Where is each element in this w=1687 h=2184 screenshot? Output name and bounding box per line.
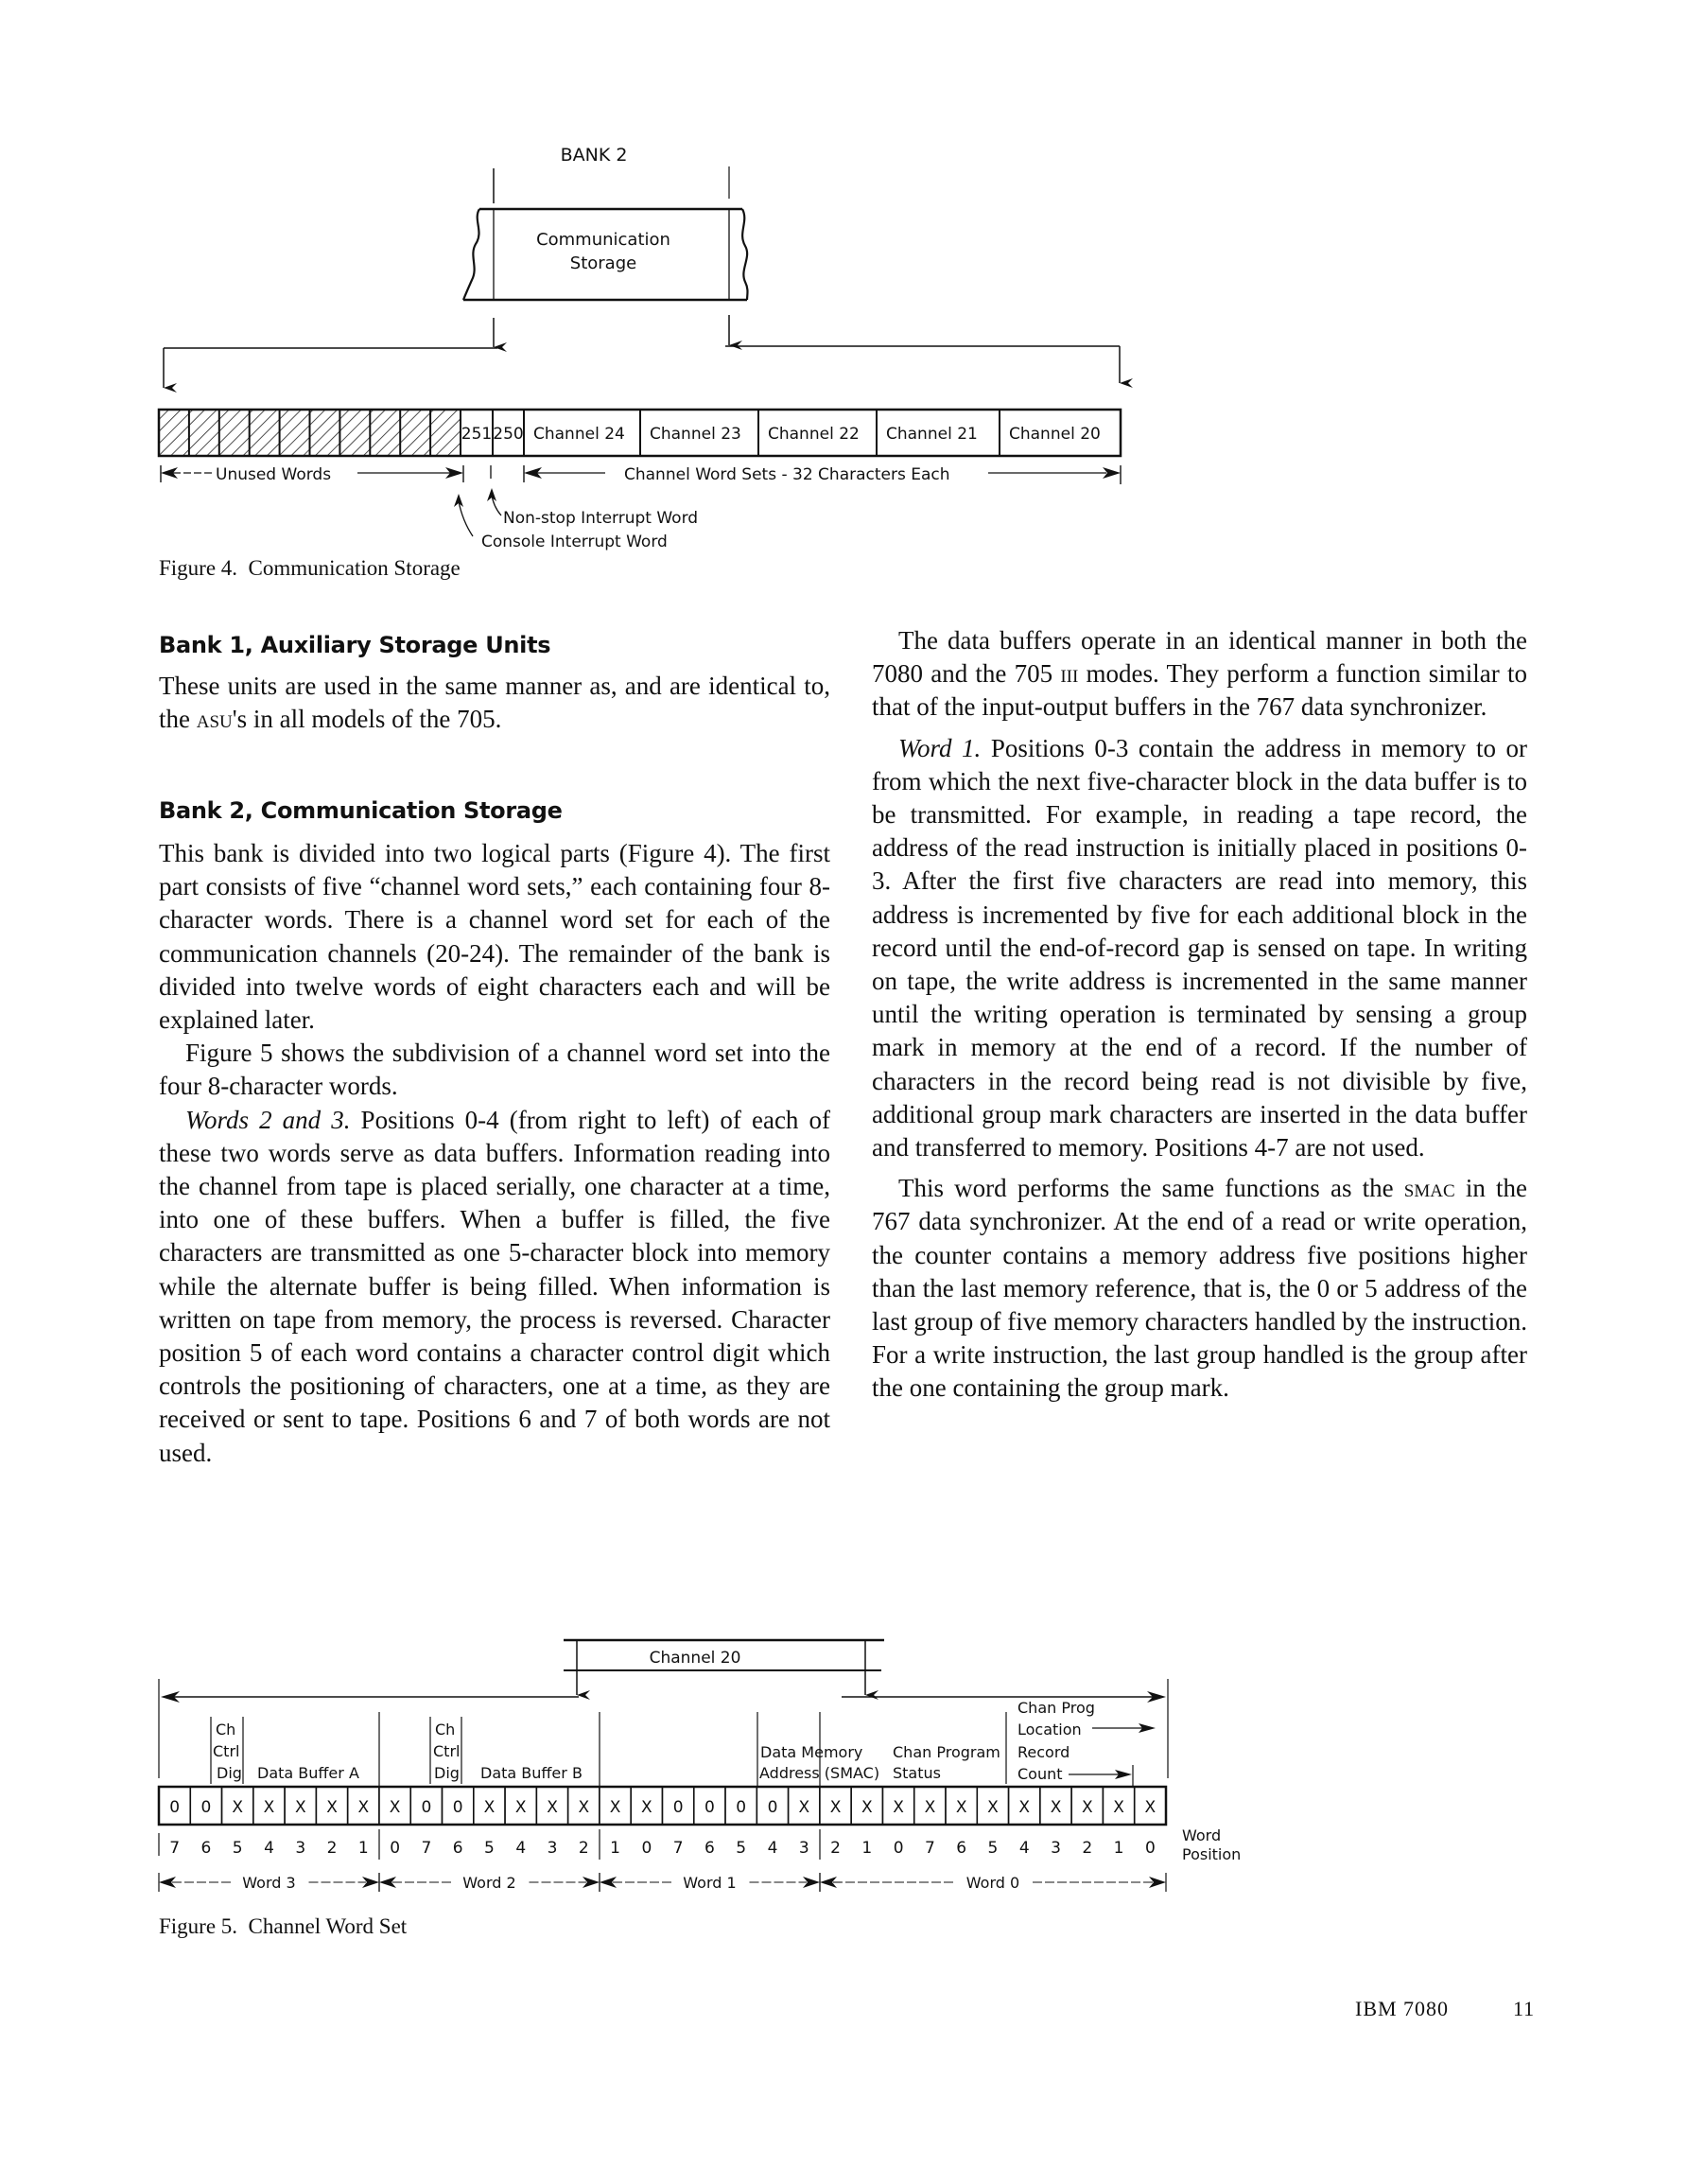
- word-cell: [757, 1787, 788, 1825]
- chan-prog-location-line2: Location: [1017, 1721, 1082, 1738]
- storage-cell-label: Channel 23: [650, 425, 741, 444]
- storage-cell: [493, 410, 524, 456]
- position-number: 6: [956, 1839, 967, 1858]
- asu-term: asu: [196, 705, 233, 734]
- position-number: 4: [264, 1839, 274, 1858]
- word-cell: [1040, 1787, 1071, 1825]
- position-number: 0: [641, 1839, 652, 1858]
- data-memory-address-line2: Address (SMAC): [759, 1764, 880, 1782]
- ch-ctrl-dig-b-line2: Ctrl: [433, 1742, 461, 1760]
- figure-4-diagram: [0, 0, 1687, 568]
- words-2-3-paragraph: [159, 1104, 830, 1470]
- storage-cell-label: Channel 20: [1009, 425, 1101, 444]
- console-interrupt-label: Console Interrupt Word: [481, 533, 668, 551]
- bank-2-label: BANK 2: [560, 145, 628, 166]
- position-number: 5: [232, 1839, 243, 1858]
- storage-cell: [640, 410, 758, 456]
- svg-text:0: 0: [767, 1798, 778, 1817]
- smac-term: smac: [1403, 1174, 1455, 1203]
- svg-text:X: X: [578, 1798, 590, 1817]
- storage-cell-label: 250: [493, 425, 524, 444]
- svg-text:X: X: [547, 1798, 558, 1817]
- position-number: 1: [610, 1839, 620, 1858]
- smac-paragraph-pre: This word performs the same functions as the: [898, 1174, 1404, 1203]
- bank-1-body: [159, 670, 830, 736]
- storage-cell: [461, 410, 493, 456]
- word-cell: [882, 1787, 913, 1825]
- position-number: 2: [578, 1839, 589, 1858]
- word-span-label: Word 1: [683, 1874, 737, 1892]
- svg-text:X: X: [1081, 1798, 1093, 1817]
- ch-ctrl-dig-a-line3: Dig: [217, 1764, 242, 1782]
- ch-ctrl-dig-a-line1: Ch: [216, 1721, 236, 1738]
- word-cell: [253, 1787, 285, 1825]
- storage-cell: [877, 410, 1000, 456]
- svg-text:X: X: [987, 1798, 999, 1817]
- nonstop-interrupt-label: Non-stop Interrupt Word: [503, 509, 699, 528]
- position-number: 5: [987, 1839, 999, 1858]
- smac-paragraph-post: in the 767 data synchronizer. At the end of a read or write operation, the counter contains a memory address five positions higher than the last memory reference, that is, the 0 or 5 address of the last group of five memory characters handled by the instruction. For a write instruction, the last group handled is the group after the one containing the group mark.: [872, 1174, 1527, 1403]
- position-number: 0: [893, 1839, 904, 1858]
- word-position-label-line2: Position: [1182, 1845, 1242, 1863]
- word-cell: [159, 1787, 190, 1825]
- word-cell: [914, 1787, 946, 1825]
- word-cell: [285, 1787, 316, 1825]
- word-span-label: Word 2: [462, 1874, 516, 1892]
- position-number: 5: [484, 1839, 495, 1858]
- svg-text:X: X: [263, 1798, 275, 1817]
- heading-bank-2: Bank 2, Communication Storage: [159, 797, 563, 824]
- bank-2-paragraph-2: Figure 5 shows the subdivision of a channel word set into the four 8-character words.: [159, 1039, 830, 1101]
- svg-text:X: X: [326, 1798, 338, 1817]
- word-cell: [1071, 1787, 1103, 1825]
- figure-5-caption: Figure 5. Channel Word Set: [159, 1914, 408, 1938]
- word-cell: [1135, 1787, 1166, 1825]
- right-column: [872, 624, 1527, 1406]
- word-cell: [379, 1787, 410, 1825]
- word-cell: [600, 1787, 631, 1825]
- channel-word-sets-label: Channel Word Sets - 32 Characters Each: [624, 465, 950, 484]
- ch-ctrl-dig-b-line3: Dig: [434, 1764, 460, 1782]
- position-number: 1: [1113, 1839, 1124, 1858]
- svg-text:0: 0: [672, 1798, 684, 1817]
- chan-program-status-line2: Status: [893, 1764, 941, 1782]
- position-number: 7: [672, 1839, 684, 1858]
- word-cell: [348, 1787, 379, 1825]
- storage-cell-label: Channel 22: [768, 425, 860, 444]
- word-cell: [536, 1787, 567, 1825]
- word-1-paragraph: [872, 732, 1527, 1165]
- word-cell: [694, 1787, 725, 1825]
- position-number: 3: [798, 1839, 809, 1858]
- position-number: 2: [1082, 1839, 1093, 1858]
- position-number: 4: [515, 1839, 527, 1858]
- position-number: 6: [200, 1839, 212, 1858]
- roman-three-term: iii: [1060, 659, 1079, 689]
- position-number: 2: [830, 1839, 841, 1858]
- word-cell: [851, 1787, 882, 1825]
- word-cell: [568, 1787, 600, 1825]
- svg-text:X: X: [483, 1798, 496, 1817]
- position-number: 4: [1018, 1839, 1030, 1858]
- bank-2-paragraph-1: This bank is divided into two logical parts (Figure 4). The first part consists of five “channel word sets,” each containing four 8-character words. There is a channel word set for each of the communication channels (20-24). The remainder of the bank is divided into twelve words of eight characters each and will be explained later.: [159, 839, 830, 1035]
- ch-ctrl-dig-b-line1: Ch: [435, 1721, 456, 1738]
- word-cell: [946, 1787, 977, 1825]
- word-position-label-line1: Word: [1182, 1826, 1222, 1844]
- svg-text:X: X: [893, 1798, 904, 1817]
- svg-text:0: 0: [421, 1798, 432, 1817]
- word-cell: [474, 1787, 505, 1825]
- figure-4-caption: Figure 4. Communication Storage: [159, 556, 461, 580]
- word-cell: [631, 1787, 662, 1825]
- words-2-3-text: Positions 0-4 (from right to left) of each of these two words serve as data buffers. Information reading into the channel from tape is placed serially, one character at a time, into one of these buffers. When a buffer is filled, the five characters are transmitted as one 5-character block into memory while the alternate buffer is being filled. When information is written on tape from memory, the process is reversed. Character position 5 of each word contains a character control digit which controls the positioning of characters, one at a time, as they are received or sent to tape. Positions 6 and 7 of both words are not used.: [159, 1105, 830, 1467]
- page-number: 11: [1513, 1997, 1536, 2020]
- svg-text:X: X: [1018, 1798, 1031, 1817]
- word-span-label: Word 3: [242, 1874, 296, 1892]
- position-number: 7: [924, 1839, 935, 1858]
- channel-20-label: Channel 20: [649, 1649, 741, 1668]
- position-number: 7: [169, 1839, 181, 1858]
- smac-paragraph: [872, 1172, 1527, 1405]
- position-number: 0: [1144, 1839, 1156, 1858]
- storage-row: [159, 410, 1121, 456]
- storage-cell-label: 251: [461, 425, 493, 444]
- svg-text:X: X: [1050, 1798, 1062, 1817]
- position-number: 2: [326, 1839, 338, 1858]
- position-number: 3: [1051, 1839, 1061, 1858]
- record-count-line1: Record: [1017, 1743, 1070, 1761]
- storage-cell-label: Channel 24: [533, 425, 625, 444]
- word-1-text: Positions 0-3 contain the address in memory to or from which the next five-character block in the data buffer is to be transmitted. For example, in reading a tape record, the address of the read instruction is initially placed in positions 0-3. After the first five characters are read into memory, this address is incremented by five for each additional block in the record until the end-of-record gap is sensed on tape. In writing on tape, the write address is incremented in the same manner until the writing operation is terminated by sensing a group mark in memory at the end of a record. If the number of characters in the record being read is not divisible by five, additional group mark characters are inserted in the data buffer and transferred to memory. Positions 4-7 are not used.: [872, 733, 1527, 1162]
- svg-text:0: 0: [169, 1798, 181, 1817]
- svg-text:X: X: [294, 1798, 306, 1817]
- svg-text:0: 0: [736, 1798, 747, 1817]
- svg-text:X: X: [357, 1798, 370, 1817]
- svg-text:X: X: [389, 1798, 401, 1817]
- word-cell: [316, 1787, 347, 1825]
- bank-1-paragraph: These units are used in the same manner as, and are identical to, the asu's in all models of the 705.: [159, 672, 830, 734]
- word-cell: [977, 1787, 1008, 1825]
- word-cell: [725, 1787, 757, 1825]
- svg-text:0: 0: [200, 1798, 212, 1817]
- svg-text:X: X: [232, 1798, 244, 1817]
- word-1-lead: Word 1.: [898, 733, 982, 762]
- svg-text:X: X: [955, 1798, 967, 1817]
- box-label-line1: Communication: [536, 230, 670, 250]
- svg-text:X: X: [641, 1798, 652, 1817]
- box-label-line2: Storage: [569, 253, 637, 273]
- svg-text:X: X: [609, 1798, 621, 1817]
- svg-text:X: X: [798, 1798, 810, 1817]
- footer-title: IBM 7080: [1355, 1997, 1450, 2020]
- word-cell: [190, 1787, 221, 1825]
- heading-bank-1: Bank 1, Auxiliary Storage Units: [159, 632, 551, 658]
- chan-prog-location-line1: Chan Prog: [1017, 1699, 1095, 1717]
- position-number: 1: [861, 1839, 873, 1858]
- word-cell: [410, 1787, 442, 1825]
- figure-5-diagram: [0, 1608, 1687, 1920]
- communication-storage-box: [463, 209, 748, 300]
- svg-text:X: X: [861, 1798, 873, 1817]
- svg-text:0: 0: [704, 1798, 715, 1817]
- position-number: 6: [704, 1839, 715, 1858]
- word-cell: [789, 1787, 820, 1825]
- position-number: 0: [390, 1839, 401, 1858]
- svg-text:X: X: [1113, 1798, 1124, 1817]
- chan-program-status-line1: Chan Program: [893, 1743, 1000, 1761]
- data-buffer-a-label: Data Buffer A: [257, 1764, 359, 1782]
- position-number: 6: [452, 1839, 463, 1858]
- word-span-label: Word 0: [965, 1874, 1020, 1892]
- position-number: 3: [295, 1839, 306, 1858]
- svg-text:X: X: [514, 1798, 527, 1817]
- word-cell: [443, 1787, 474, 1825]
- position-number: 5: [736, 1839, 747, 1858]
- word-cell: [663, 1787, 694, 1825]
- position-number: 1: [357, 1839, 369, 1858]
- word-cell: [1103, 1787, 1134, 1825]
- word-cell: [222, 1787, 253, 1825]
- words-2-3-lead: Words 2 and 3.: [185, 1105, 351, 1134]
- bank-2-body: [159, 837, 830, 1470]
- data-memory-address-line1: Data Memory: [760, 1743, 863, 1761]
- data-buffer-b-label: Data Buffer B: [480, 1764, 583, 1782]
- svg-text:X: X: [1144, 1798, 1157, 1817]
- word-cell: [1009, 1787, 1040, 1825]
- data-buffers-paragraph: The data buffers operate in an identical manner in both the 7080 and the 705 iii modes. They perform a function similar to that of the input-output buffers in the 767 data synchronizer.: [872, 626, 1527, 722]
- storage-cell: [524, 410, 640, 456]
- storage-cell: [758, 410, 877, 456]
- svg-text:0: 0: [452, 1798, 463, 1817]
- unused-words-label: Unused Words: [216, 465, 332, 484]
- channel-word-set-row: [159, 1787, 1166, 1825]
- storage-cell-label: Channel 21: [886, 425, 978, 444]
- position-number: 4: [767, 1839, 778, 1858]
- record-count-line2: Count: [1017, 1765, 1063, 1783]
- storage-cell: [1000, 410, 1121, 456]
- position-number: 3: [547, 1839, 558, 1858]
- position-number: 7: [421, 1839, 432, 1858]
- svg-text:X: X: [924, 1798, 936, 1817]
- word-cell: [820, 1787, 851, 1825]
- svg-text:X: X: [829, 1798, 842, 1817]
- word-cell: [505, 1787, 536, 1825]
- ch-ctrl-dig-a-line2: Ctrl: [213, 1742, 240, 1760]
